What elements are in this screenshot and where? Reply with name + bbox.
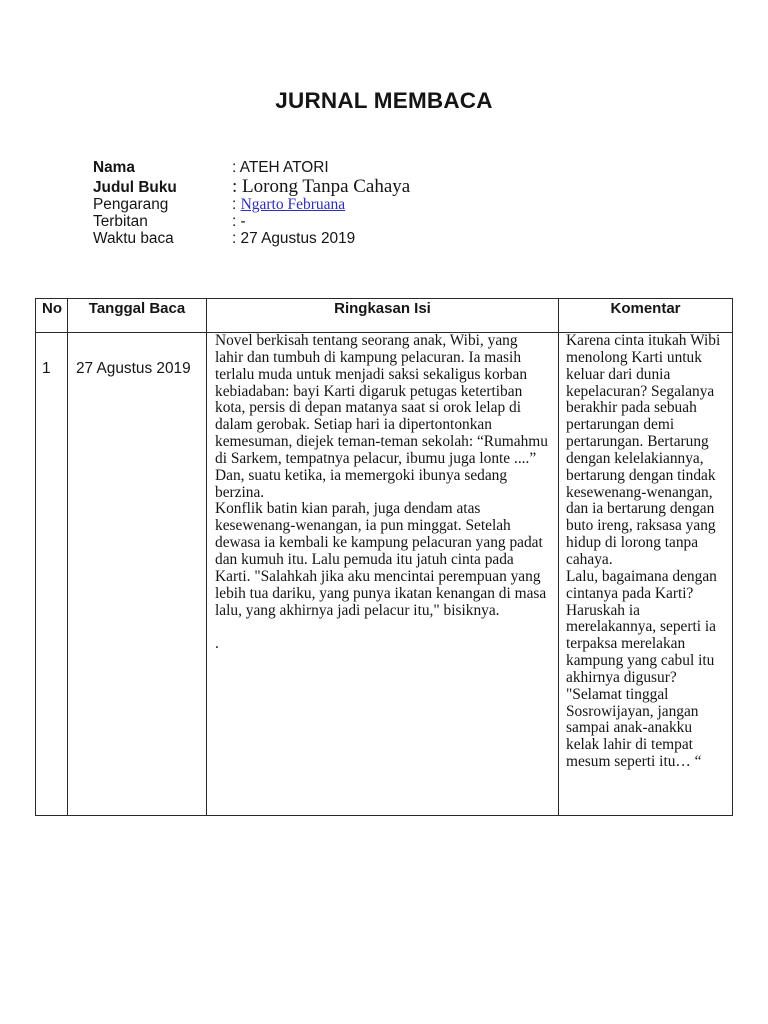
info-row-waktu-baca <box>93 230 355 248</box>
info-label-nama: Nama <box>93 159 135 176</box>
info-row-pengarang <box>93 196 345 214</box>
info-label-judul-buku: Judul Buku <box>93 179 177 196</box>
info-separator-pengarang: : <box>232 196 241 213</box>
table-header-komentar: Komentar <box>559 299 733 333</box>
table-cell-komentar: Karena cinta itukah Wibi menolong Karti untuk keluar dari dunia kepelacuran? Segalanya berakhir pada sebuah pertarungan demi pertarungan. Bertarung dengan kelelakiannya, bertarung dengan tindak kesewenang-wenangan, dan ia bertarung dengan buto ireng, raksasa yang hidup di lorong tanpa cahaya. Lalu, bagaimana dengan cintanya pada Karti? Haruskah ia merelakannya, seperti ia terpaksa merelakan kampung yang cabul itu akhirnya digusur? "Selamat tinggal Sosrowijayan, jangan sampai anak-anakku kelak lahir di tempat mesum seperti itu… “ <box>559 333 733 816</box>
info-row-judul-buku <box>93 178 410 196</box>
info-label-waktu-baca: Waktu baca <box>93 230 174 247</box>
info-value-waktu-baca: : 27 Agustus 2019 <box>232 230 356 247</box>
table-header-ringkasan-isi: Ringkasan Isi <box>207 299 559 333</box>
info-label-pengarang: Pengarang <box>93 196 169 213</box>
table-cell-ringkasan-isi: Novel berkisah tentang seorang anak, Wibi, yang lahir dan tumbuh di kampung pelacuran. Ia masih terlalu muda untuk menjadi saksi sekaligus korban kebiadaban: bayi Karti digaruk petugas ketertiban kota, persis di depan matanya saat si orok lelap di dalam gerobak. Setiap hari ia dipertontonkan kemesuman, diejek teman-teman sekolah: “Rumahmu di Sarkem, tempatnya pelacur, ibumu juga lonte ....” Dan, suatu ketika, ia memergoki ibunya sedang berzina. Konflik batin kian parah, juga dendam atas kesewenang-wenangan, ia pun minggat. Setelah dewasa ia kembali ke kampung pelacuran yang padat dan kumuh itu. Lalu pemuda itu jatuh cinta pada Karti. "Salahkah jika aku mencintai perempuan yang lebih tua dariku, yang punya ikatan kenangan di masa lalu, yang akhirnya jadi pelacur itu," bisiknya. . <box>207 333 559 816</box>
table-header-tanggal-baca: Tanggal Baca <box>68 299 207 333</box>
table-cell-tanggal-baca: 27 Agustus 2019 <box>68 333 207 816</box>
author-link[interactable]: Ngarto Februana <box>240 196 346 213</box>
info-value-terbitan: : - <box>232 213 246 230</box>
table-cell-no: 1 <box>36 333 68 816</box>
info-row-nama <box>93 159 329 177</box>
info-value-nama: : ATEH ATORI <box>232 159 329 176</box>
info-value-judul-buku: : Lorong Tanpa Cahaya <box>232 176 411 197</box>
reading-journal-table <box>35 298 733 816</box>
table-header-no: No <box>36 299 68 333</box>
info-label-terbitan: Terbitan <box>93 213 148 230</box>
info-row-terbitan <box>93 213 246 231</box>
document-title: JURNAL MEMBACA <box>275 88 493 113</box>
